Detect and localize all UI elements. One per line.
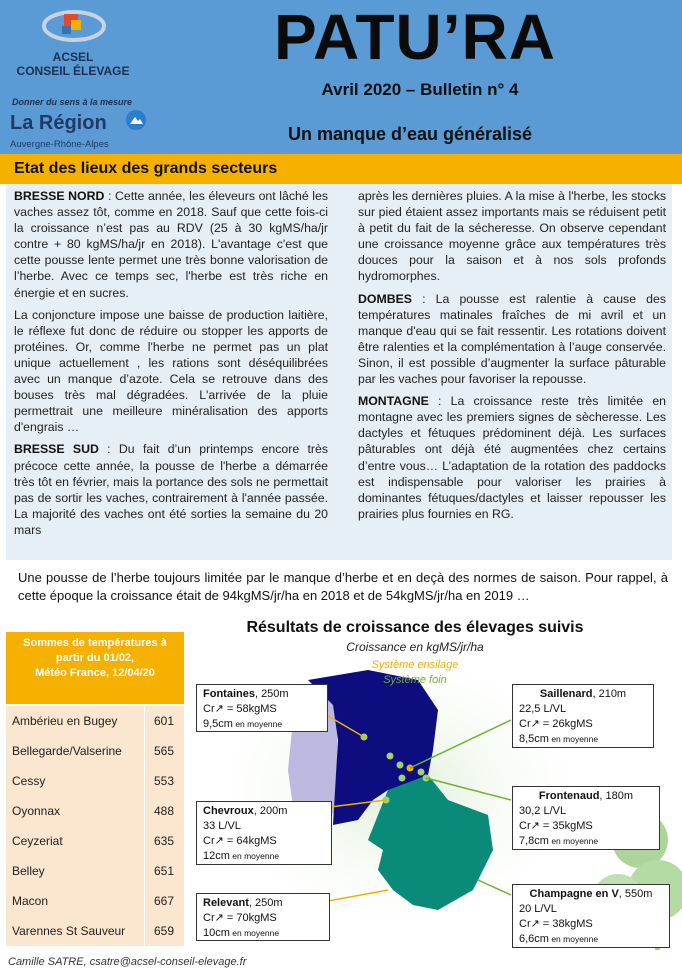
label-dombes: DOMBES <box>358 291 412 306</box>
farm-altitude: , 250m <box>248 897 283 909</box>
results-title: Résultats de croissance des élevages suivis <box>246 619 584 636</box>
farm-card-frontenaud <box>512 786 660 850</box>
left-column <box>14 188 328 544</box>
acsel-logo-icon <box>42 4 106 44</box>
farm-line: 7,8cm <box>519 835 549 847</box>
farm-name: Chevroux <box>203 805 254 817</box>
text-conjoncture: La conjoncture impose une baisse de production laitière, le réflexe fut donc de réduire ou stopper les apports de protéines. Or, comme l'herbe ne permet pas un plat unique actuellement , les rations sont déséquilibrées avec un manque d’azote. Cela se retrouve dans des bouses très mal dégradées. L'arrivée de la pluie permettrait une meilleure minéralisation des apports d'engrais … <box>14 307 328 435</box>
farm-line-suffix: en moyenne <box>548 734 599 744</box>
label-bresse-nord: BRESSE NORD <box>14 189 105 203</box>
station-name: Cessy <box>12 774 46 788</box>
farm-card-champagne <box>512 884 670 948</box>
station-name: Oyonnax <box>12 804 61 818</box>
paragraph-bresse-nord <box>14 188 328 301</box>
acsel-name-line2: CONSEIL ÉLEVAGE <box>16 64 130 78</box>
station-name: Macon <box>12 894 49 908</box>
legend-ensilage: Système ensilage <box>371 659 459 671</box>
table-row <box>6 706 184 736</box>
paragraph-dombes <box>358 291 666 388</box>
temperature-heading-line1: Sommes de températures à <box>23 637 167 649</box>
table-row <box>6 736 184 766</box>
paragraph-conjoncture <box>14 307 328 436</box>
region-mountain-icon <box>126 110 146 130</box>
farm-altitude: , 180m <box>599 790 634 802</box>
headline: Un manque d’eau généralisé <box>287 124 533 144</box>
temperature-value: 553 <box>154 774 175 788</box>
farm-line: 8,5cm <box>519 733 549 745</box>
farm-line: 22,5 L/VL <box>519 703 567 715</box>
temperature-heading-line3: Météo France, 12/04/20 <box>35 667 155 679</box>
acsel-tagline: Donner du sens à la mesure <box>12 97 133 107</box>
text-bresse-sud-cont: après les dernières pluies. A la mise à l'herbe, les stocks sur pied étaient assez importants mais se réduisent petit à petit du fait de la sécheresse. On observe cependant une croissance moyenne grâce aux températures très douces pour la saison et à nos sols profonds hydromorphes. <box>358 189 666 284</box>
temperature-heading-line2: partir du 01/02, <box>55 652 135 664</box>
acsel-name <box>0 50 146 78</box>
temperature-value: 659 <box>154 924 175 938</box>
farm-line: 33 L/VL <box>203 820 241 832</box>
bulletin-subtitle: Avril 2020 – Bulletin n° 4 <box>321 80 519 99</box>
farm-line: Cr↗ = 38kgMS <box>519 918 593 930</box>
paragraph-bresse-sud <box>14 441 328 538</box>
temperature-value: 565 <box>154 744 175 758</box>
text-dombes: : La pousse est ralentie à cause des températures matinales fraîches de mi avril et un manque d'eau qui se fait ressentir. Les rotations doivent être ralenties et la complémentation à l’auge conservée. Sinon, il est possible d’augmenter la surface pâturable par les vaches pour favoriser la repousse. <box>358 291 666 387</box>
station-name: Ambérieu en Bugey <box>12 714 118 728</box>
right-column <box>358 188 666 528</box>
farm-line: Cr↗ = 26kgMS <box>519 718 593 730</box>
results-subtitle: Croissance en kgMS/jr/ha <box>346 640 484 654</box>
table-row <box>6 856 184 886</box>
farm-line-suffix: en moyenne <box>232 719 283 729</box>
temperature-value: 635 <box>154 834 175 848</box>
table-row <box>6 796 184 826</box>
farm-line: 6,6cm <box>519 933 549 945</box>
farm-line-suffix: en moyenne <box>229 851 280 861</box>
farm-altitude: , 200m <box>253 805 288 817</box>
page-title: PATU’RA <box>274 1 556 73</box>
farm-line: 12cm <box>203 850 230 862</box>
farm-line: 9,5cm <box>203 718 233 730</box>
table-row <box>6 886 184 916</box>
table-column-divider <box>144 706 145 946</box>
farm-name: Relevant <box>203 897 249 909</box>
text-bresse-sud: : Du fait d’un printemps encore très précoce cette année, la pousse de l'herbe a démarrée très tôt en février, mais la portance des sols ne permettait pas de sortir les vaches, contrairement à l'année passée. La majorité des vaches ont été sorties la semaine du 20 mars <box>14 442 328 537</box>
region-subtitle: Auvergne-Rhône-Alpes <box>10 139 109 150</box>
table-row <box>6 916 184 946</box>
farm-line: Cr↗ = 58kgMS <box>203 703 277 715</box>
acsel-name-line1: ACSEL <box>52 50 94 64</box>
farm-name: Champagne en V <box>529 888 619 900</box>
temperature-value: 651 <box>154 864 175 878</box>
temperature-table-header <box>6 632 184 704</box>
author-footer: Camille SATRE, csatre@acsel-conseil-elevage.fr <box>8 956 247 968</box>
farm-name: Frontenaud <box>538 790 600 802</box>
label-montagne: MONTAGNE <box>358 394 429 409</box>
farm-card-fontaines <box>196 684 328 732</box>
farm-line-suffix: en moyenne <box>229 928 280 938</box>
region-name: La Région <box>10 112 107 134</box>
farm-line: 20 L/VL <box>519 903 557 915</box>
farm-line: 10cm <box>203 927 230 939</box>
intro-text: Une pousse de l’herbe toujours limitée par le manque d’herbe et en deçà des normes de saison. Pour rappel, à cette époque la croissance était de 94kgMS/jr/ha en 2018 et de 54kgMS/jr/ha en 2019 … <box>18 570 668 603</box>
farm-line-suffix: en moyenne <box>548 836 599 846</box>
label-bresse-sud: BRESSE SUD <box>14 442 99 457</box>
station-name: Bellegarde/Valserine <box>12 744 122 758</box>
farm-line: 30,2 L/VL <box>519 805 567 817</box>
farm-card-saillenard <box>512 684 654 748</box>
legend-foin: Système foin <box>383 674 447 686</box>
farm-name: Saillenard <box>539 688 593 700</box>
station-name: Varennes St Sauveur <box>12 924 126 938</box>
farm-card-relevant <box>196 893 330 941</box>
temperature-value: 601 <box>154 714 175 728</box>
temperature-value: 667 <box>154 894 175 908</box>
paragraph-bresse-sud-cont <box>358 188 666 285</box>
station-name: Ceyzeriat <box>12 834 63 848</box>
section-title: Etat des lieux des grands secteurs <box>14 160 278 177</box>
paragraph-montagne <box>358 393 666 522</box>
farm-altitude: , 550m <box>618 888 653 900</box>
farm-card-chevroux <box>196 801 332 865</box>
text-montagne: : La croissance reste très limitée en montagne avec les premiers signes de sècheresse. Les dactyles et fétuques prédominent déjà. Les surfaces pâturables ont déjà été augmentées chez certains d’entre vous… L’adaptation de la rotation des paddocks est indispensable pour valoriser les prairies à dominantes fétuques/dactyles et laisser repousser les prairies plus fournies en RG. <box>358 394 666 521</box>
table-row <box>6 826 184 856</box>
table-row <box>6 766 184 796</box>
farm-line: Cr↗ = 64kgMS <box>203 835 277 847</box>
temperature-value: 488 <box>154 804 175 818</box>
farm-line-suffix: en moyenne <box>548 934 599 944</box>
farm-name: Fontaines <box>203 688 255 700</box>
station-name: Belley <box>12 864 45 878</box>
farm-altitude: , 250m <box>254 688 289 700</box>
farm-line: Cr↗ = 70kgMS <box>203 912 277 924</box>
text-bresse-nord: : Cette année, les éleveurs ont lâché les vaches assez tôt, comme en 2018. Sauf que cette fois-ci la croissance n’est pas au RDV (25 à 30 kgMS/ha/jr contre + 80 kgMS/ha/jr en 2018). L'avantage c'est que cette pousse lente permet une très bonne valorisation de l’herbe. Avec ce temps sec, l'herbe est très riche en énergie et en sucres. <box>14 189 328 300</box>
farm-line: Cr↗ = 35kgMS <box>519 820 593 832</box>
farm-altitude: , 210m <box>592 688 627 700</box>
